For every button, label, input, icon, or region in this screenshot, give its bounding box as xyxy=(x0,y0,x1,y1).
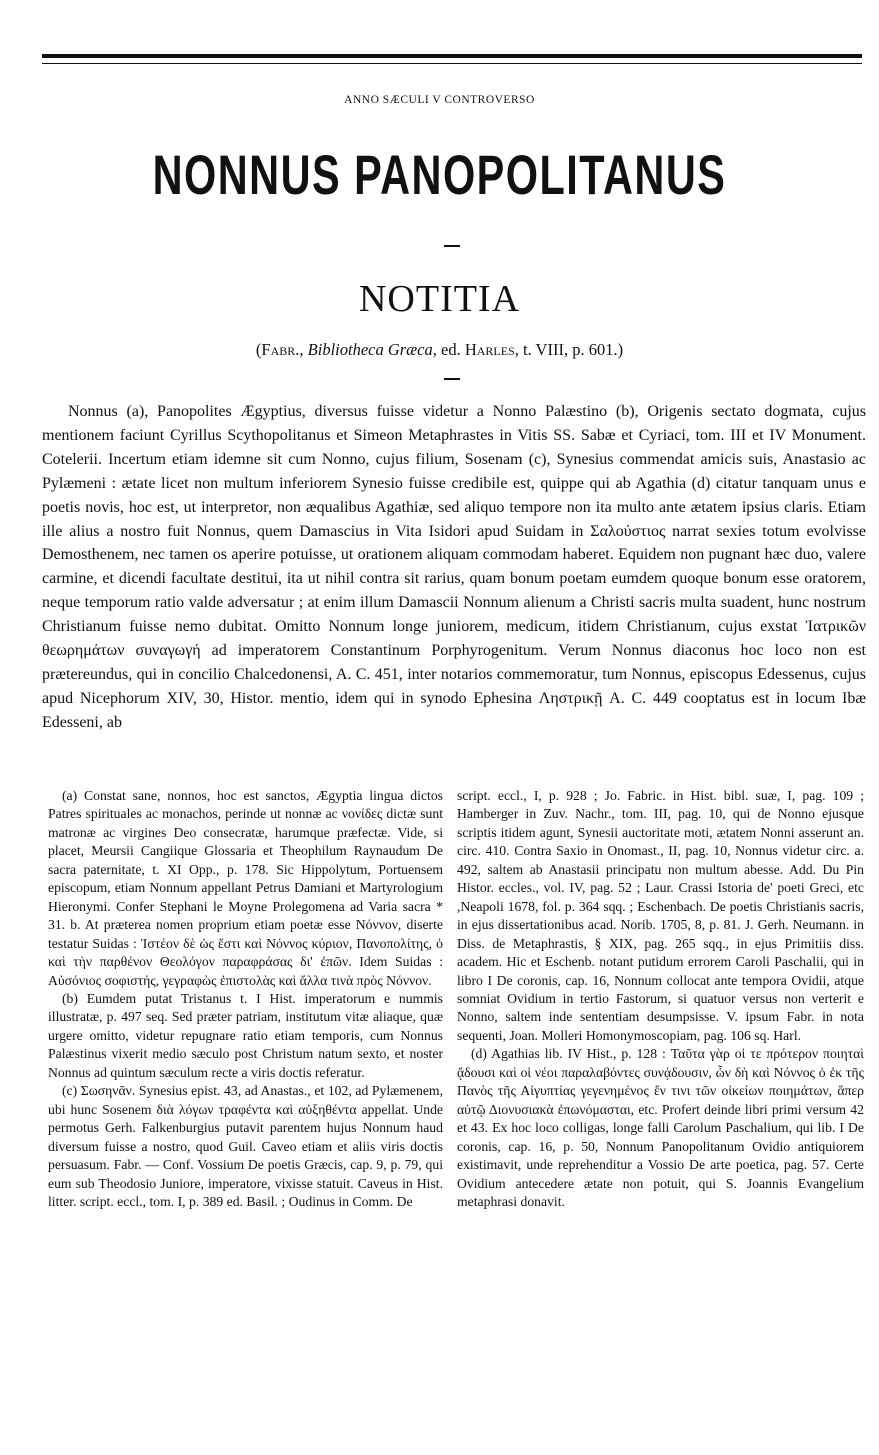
source-work: Bibliotheca Græca xyxy=(307,340,433,359)
page-title: NONNUS PANOPOLITANUS xyxy=(152,143,727,206)
main-text xyxy=(42,400,866,735)
footnote-d: (d) Agathias lib. IV Hist., p. 128 : Ταῦτα γὰρ οἱ τε πρότερον ποιηταὶ ᾄδουσι καὶ οἱ νέοι παραλαβόντες συνᾴδουσιν, ὧν δὴ καὶ Νόννος ὁ ἐκ τῆς Πανὸς τῆς Αἰγυπτίας γεγενημένος ἔν τινι τῶν οἰκείων ποιημάτων, ἅπερ αὐτῷ Διονυσιακὰ ἐπωνόμασται, etc. Profert deinde libri primi versum 42 et 43. Ex hoc loco colligas, longe falli Carolum Paschalium, qui lib. I De coronis, cap. 16, p. 50, Nonnum Panopolitanum Ovidio antiquiorem existimavit, unde reprehenditur a Vossio De arte poetica, pag. 57. Certe Ovidium antecedere ætate non potuit, qui S. Joannis Evangelium metaphrasi donavit. xyxy=(457,1046,864,1209)
divider-dash-2 xyxy=(444,378,460,380)
source-rest: , t. VIII, p. 601.) xyxy=(514,340,624,359)
main-paragraph: Nonnus (a), Panopolites Ægyptius, diversus fuisse videtur a Nonno Palæstino (b), Origenis sectato dogmata, cujus mentionem faciunt Cyrillus Scythopolitanus et Simeon Metaphrastes in Vitis SS. Sabæ et Cyriaci, tom. III et IV Monument. Cotelerii. Incertum etiam idemne sit cum Nonno, cujus filium, Sosenam (c), Synesius commendat amicis suis, Anastasio ac Pylæmeni : ætate licet non multum inferiorem Synesio fuisse credibile est, quippe qui ab Agathia (d) citatur tanquam unus e poetis novis, hoc est, ut interpretor, non æqualibus Agathiæ, sed aliquo tempore non ita multo ante ætatem ipsius claris. Etiam ille alius a nostro fuit Nonnus, quem Damascius in Vita Isidori apud Suidam in Σαλούστιος narrat sexies totum evolvisse Demosthenem, nec tamen os aperire potuisse, ut orationem aliquam commodam haberet. Equidem non pugnant hæc duo, valere carmine, et dicendi facultate destitui, ita ut nihil contra sit rarius, quam bonum poetam eumdem quoque bonum esse oratorem, neque temporum ratio valde adversatur ; at enim illum Damascii Nonnum alienum a Christi sacris multa suadent, hunc nostrum Christianum fuisse nemo dubitat. Omitto Nonnum longe juniorem, medicum, itidem Christianum, cujus exstat Ἰατρικῶν θεωρημάτων συναγωγή ad imperatorem Constantinum Porphyrogenitum. Verum Nonnus diaconus hoc loco non est prætereundus, qui in concilio Chalcedonensi, A. C. 451, inter notarios commemoratur, tum Nonnus, episcopus Edessenus, cujus apud Nicephorum XIV, 30, Histor. mentio, idem qui in synodo Ephesina Ληστρικῇ A. C. 449 cooptatus est in locum Ibæ Edesseni, ab xyxy=(42,403,866,731)
footnote-c-continued: script. eccl., I, p. 928 ; Jo. Fabric. in Hist. bibl. suæ, I, pag. 109 ; Hamberger in Zuv. Nachr., tom. III, pag. 10, qui de Nonno ejusque scriptis itidem agunt, Synesii auctoritate moti, ætatem Nonni asserunt an. circ. 410. Contra Saxio in Onomast., II, pag. 10, Nonnus videtur circ. a. 492, saltem ab Anastasii principatu non multum abesse. Add. Du Pin Histor. eccles., vol. IV, pag. 52 ; Laur. Crassi Istoria de' poeti Greci, etc ,Neapoli 1678, fol. p. 364 sqq. ; Eschenbach. De poetis Christianis sacris, in ejus dissertationibus acad. Norib. 1705, 8, p. 81. J. Gerh. Neumann. in Diss. de Metaphrastis, § XIX, pag. 265 sqq., in ejus Primitiis diss. academ. Hic et Eschenb. notant putidum errorem Caroli Paschalii, qui in libro I De coronis, cap. 16, Nonnum collocat ante tempora Ovidii, atque somniat Ovidium in tertio Fastorum, si quatuor versus non verterit e Nonno, saltem inde sententiam desumpsisse. V. ipsum Fabr. in nota sequenti, Joan. Molleri Homonymoscopiam, pag. 106 sq. Harl. xyxy=(457,788,864,1043)
source-editor: Harles xyxy=(464,340,515,359)
footnote-c: (c) Σωσηνᾶν. Synesius epist. 43, ad Anastas., et 102, ad Pylæmenem, ubi hunc Sosenem διὰ λόγων τραφέντα καὶ αὐξηθέντα appellat. Unde permotus Gerh. Falkenburgius putavit parentem hujus Nonnum haud diversum fuisse a nostro, quod Guil. Caveo etiam et aliis viris doctis persuasum. Fabr. — Conf. Vossium De poetis Græcis, cap. 9, p. 79, qui eum sub Theodosio Juniore, imperatore, vixisse statuit. Caveus in Hist. litter. script. eccl., tom. I, p. 389 ed. Basil. ; Oudinus in Comm. De xyxy=(48,1083,443,1209)
source-author: Fabr. xyxy=(261,340,300,359)
footnotes-left-column xyxy=(48,787,443,1211)
divider-dash-1 xyxy=(444,245,460,247)
footnotes-right-column xyxy=(457,787,864,1211)
top-rule-thin xyxy=(42,63,862,64)
top-rule-thick xyxy=(42,54,862,58)
footnote-b: (b) Eumdem putat Tristanus t. I Hist. imperatorum e nummis illustratæ, p. 497 seq. Sed præter patriam, institutum vitæ aliaque, quæ urgere omitto, videtur repugnare ratio etiam temporis, cum Nonnus Palæstinus vixerit medio sæculo post Christum natum sexto, et noster Nonnus ad quintum sæculum recte a viris doctis referatur. xyxy=(48,990,443,1080)
source-sep: , xyxy=(299,340,308,359)
source-ed: , ed. xyxy=(432,340,465,359)
page-kicker: ANNO SÆCULI V CONTROVERSO xyxy=(344,94,535,106)
section-title: NOTITIA xyxy=(358,278,521,320)
footnote-a: (a) Constat sane, nonnos, hoc est sanctos, Ægyptia lingua dictos Patres spirituales ac monachos, perinde ut nonnæ ac νονίδες dictæ sunt matronæ ac virgines Deo consecratæ, harumque præfectæ. Vide, si placet, Meursii Cangiique Glossaria et Theophilum Raynaudum De sacra paternitate, t. XI Opp., p. 178. Sic Hippolytum, Portuensem episcopum, etiam Nonnum appellant Petrus Damiani et Martyrologium Hieronymi. Confer Stephani le Moyne Prolegomena ad Varia sacra * 31. b. At præterea nomen proprium etiam poetæ esse Νόννον, diserte testatur Suidas : Ἰστέον δὲ ὡς ἔστι καὶ Νόννος κύριον, Πανοπολίτης, ὁ καὶ τὴν παρθένον Θεολόγον παραφράσας δι' ἐπῶν. Idem Suidas : Αὐσόνιος σοφιστής, γεγραφὼς ἐπιστολὰς καὶ ἄλλα τινὰ πρὸς Νόννον. xyxy=(48,788,443,988)
source-citation xyxy=(0,338,879,362)
source-open: ( xyxy=(255,340,262,359)
